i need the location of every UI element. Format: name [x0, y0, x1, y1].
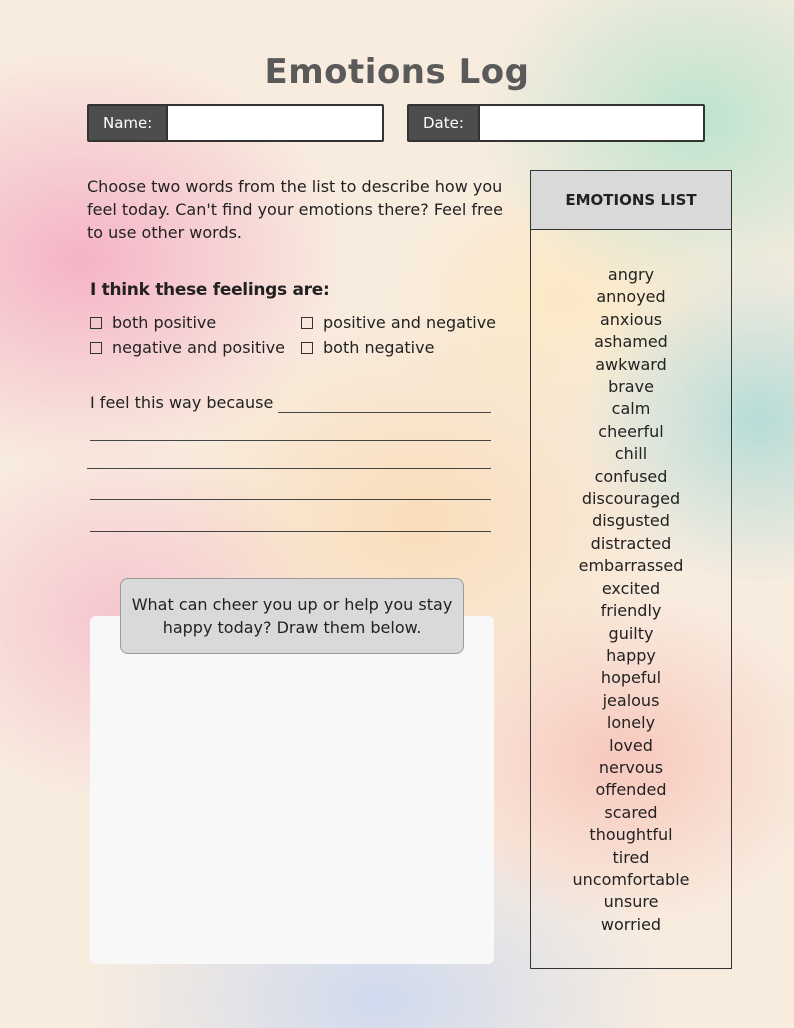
emotion-item: jealous — [602, 690, 660, 710]
emotion-item: friendly — [600, 601, 662, 621]
date-label: Date: — [409, 106, 480, 140]
feelings-heading: I think these feelings are: — [90, 280, 330, 300]
emotion-item: guilty — [608, 623, 654, 643]
emotion-item: offended — [595, 780, 667, 800]
emotion-item: calm — [611, 399, 651, 419]
emotion-item: ashamed — [594, 332, 668, 352]
writing-line[interactable] — [90, 499, 491, 500]
option-negative-and-positive[interactable] — [90, 338, 285, 357]
emotion-item: lonely — [606, 713, 656, 733]
date-field[interactable] — [407, 104, 705, 142]
cheer-prompt: What can cheer you up or help you stay happy today? Draw them below. — [120, 578, 464, 654]
emotions-list-items — [531, 230, 731, 936]
emotion-item: scared — [604, 802, 658, 822]
option-label: negative and positive — [112, 338, 286, 357]
page-title: Emotions Log — [264, 52, 530, 92]
emotion-item: uncomfortable — [572, 869, 690, 889]
checkbox[interactable] — [301, 342, 313, 354]
writing-line[interactable] — [90, 440, 491, 441]
emotion-item: tired — [612, 847, 650, 867]
emotion-item: disgusted — [592, 511, 670, 531]
emotion-item: hopeful — [600, 668, 662, 688]
checkbox[interactable] — [90, 342, 102, 354]
option-positive-and-negative[interactable] — [301, 313, 496, 332]
drawing-area[interactable] — [90, 616, 494, 964]
emotions-list-heading: EMOTIONS LIST — [531, 171, 731, 230]
emotion-item: unsure — [603, 892, 659, 912]
emotion-item: awkward — [595, 354, 667, 374]
emotions-list — [530, 170, 732, 969]
emotion-item: confused — [594, 466, 668, 486]
emotion-item: discouraged — [581, 489, 681, 509]
emotion-item: nervous — [598, 757, 664, 777]
emotion-item: happy — [606, 645, 656, 665]
checkbox[interactable] — [301, 317, 313, 329]
option-label: positive and negative — [323, 313, 497, 332]
emotion-item: brave — [608, 377, 654, 397]
writing-line[interactable] — [87, 468, 491, 469]
emotion-item: anxious — [599, 309, 663, 329]
date-input[interactable] — [480, 106, 703, 140]
emotion-item: excited — [601, 578, 661, 598]
emotion-item: distracted — [590, 533, 672, 553]
writing-line[interactable] — [90, 531, 491, 532]
name-input[interactable] — [168, 106, 382, 140]
instructions-text: Choose two words from the list to describe how you feel today. Can't find your emotions there? Feel free to use other words. — [87, 177, 503, 242]
name-field[interactable] — [87, 104, 384, 142]
checkbox[interactable] — [90, 317, 102, 329]
option-both-positive[interactable] — [90, 313, 216, 332]
name-label: Name: — [89, 106, 168, 140]
emotion-item: thoughtful — [589, 825, 673, 845]
because-label: I feel this way because — [90, 393, 274, 412]
emotion-item: annoyed — [596, 287, 666, 307]
emotion-item: chill — [614, 444, 648, 464]
option-label: both negative — [323, 338, 435, 357]
emotion-item: loved — [609, 735, 653, 755]
option-both-negative[interactable] — [301, 338, 434, 357]
option-label: both positive — [112, 313, 217, 332]
emotion-item: embarrassed — [578, 556, 684, 576]
emotion-item: cheerful — [598, 421, 664, 441]
emotion-item: angry — [607, 265, 655, 284]
writing-line[interactable] — [278, 412, 491, 413]
emotion-item: worried — [600, 914, 662, 934]
